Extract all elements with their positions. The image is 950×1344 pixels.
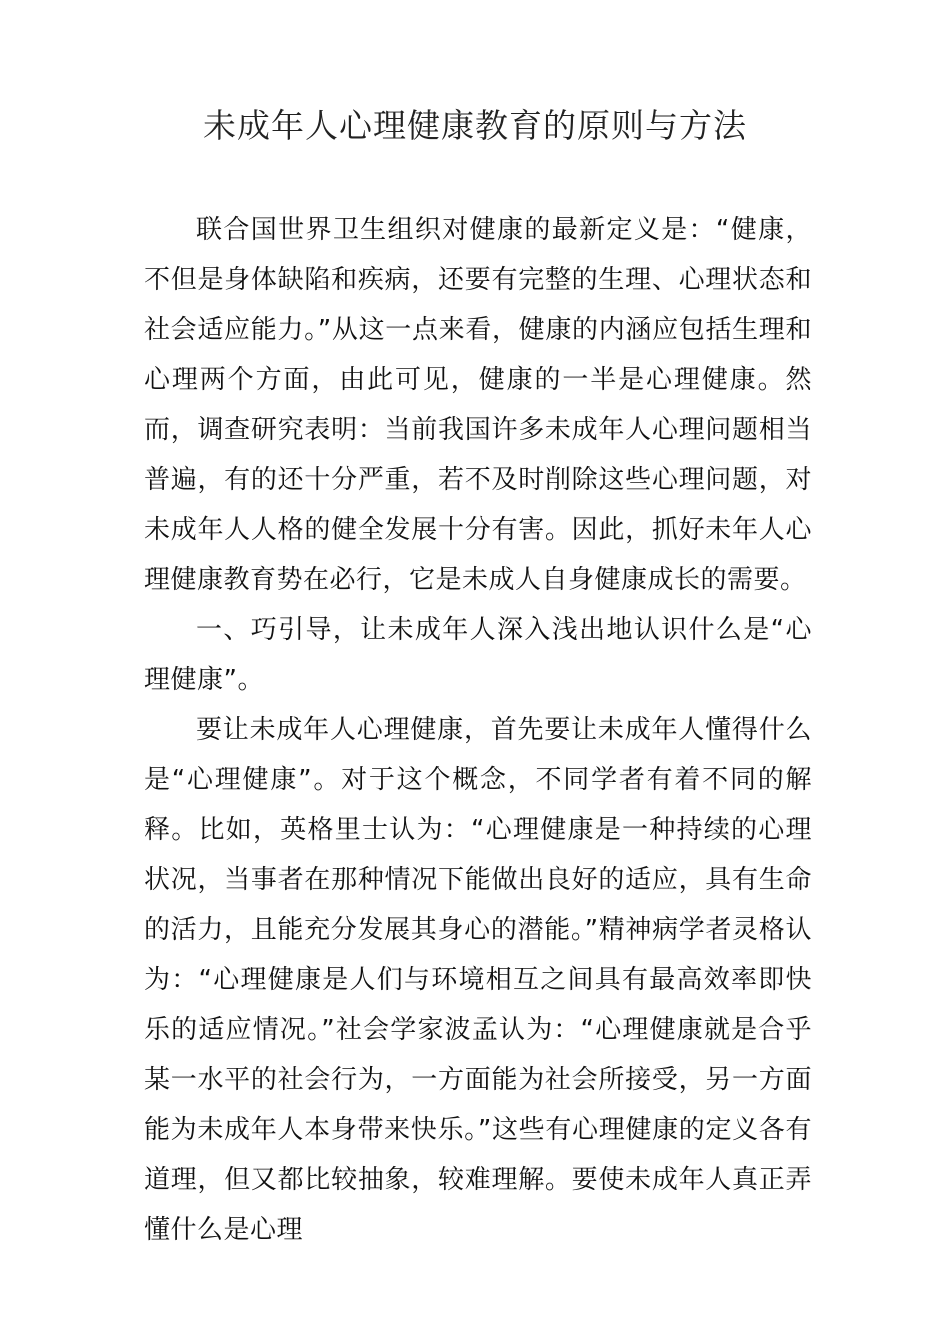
section-heading-1: 一、巧引导，让未成年人深入浅出地认识什么是“心理健康”。 (144, 615, 812, 695)
paragraph-intro: 联合国世界卫生组织对健康的最新定义是：“健康，不但是身体缺陷和疾病，还要有完整的生理、心理状态和社会适应能力。”从这一点来看，健康的内涵应包括生理和心理两个方面，由此可见，健康的一半是心理健康。然而，调查研究表明：当前我国许多未成年人心理问题相当普遍，有的还十分严重，若不及时削除这些心理问题，对未成年人人格的健全发展十分有害。因此，抓好未年人心理健康教育势在必行，它是未成人自身健康成长的需要。 (144, 215, 812, 595)
document-title: 未成年人心理健康教育的原则与方法 (203, 106, 747, 145)
document-body (144, 205, 812, 1255)
paragraph-definitions: 要让未成年人心理健康，首先要让未成年人懂得什么是“心理健康”。对于这个概念，不同学者有着不同的解释。比如，英格里士认为：“心理健康是一种持续的心理状况，当事者在那种情况下能做出良好的适应，具有生命的活力，且能充分发展其身心的潜能。”精神病学者灵格认为：“心理健康是人们与环境相互之间具有最高效率即快乐的适应情况。”社会学家波孟认为：“心理健康就是合乎某一水平的社会行为，一方面能为社会所接受，另一方面能为未成年人本身带来快乐。”这些有心理健康的定义各有道理，但又都比较抽象，较难理解。要使未成年人真正弄懂什么是心理 (144, 715, 812, 1245)
